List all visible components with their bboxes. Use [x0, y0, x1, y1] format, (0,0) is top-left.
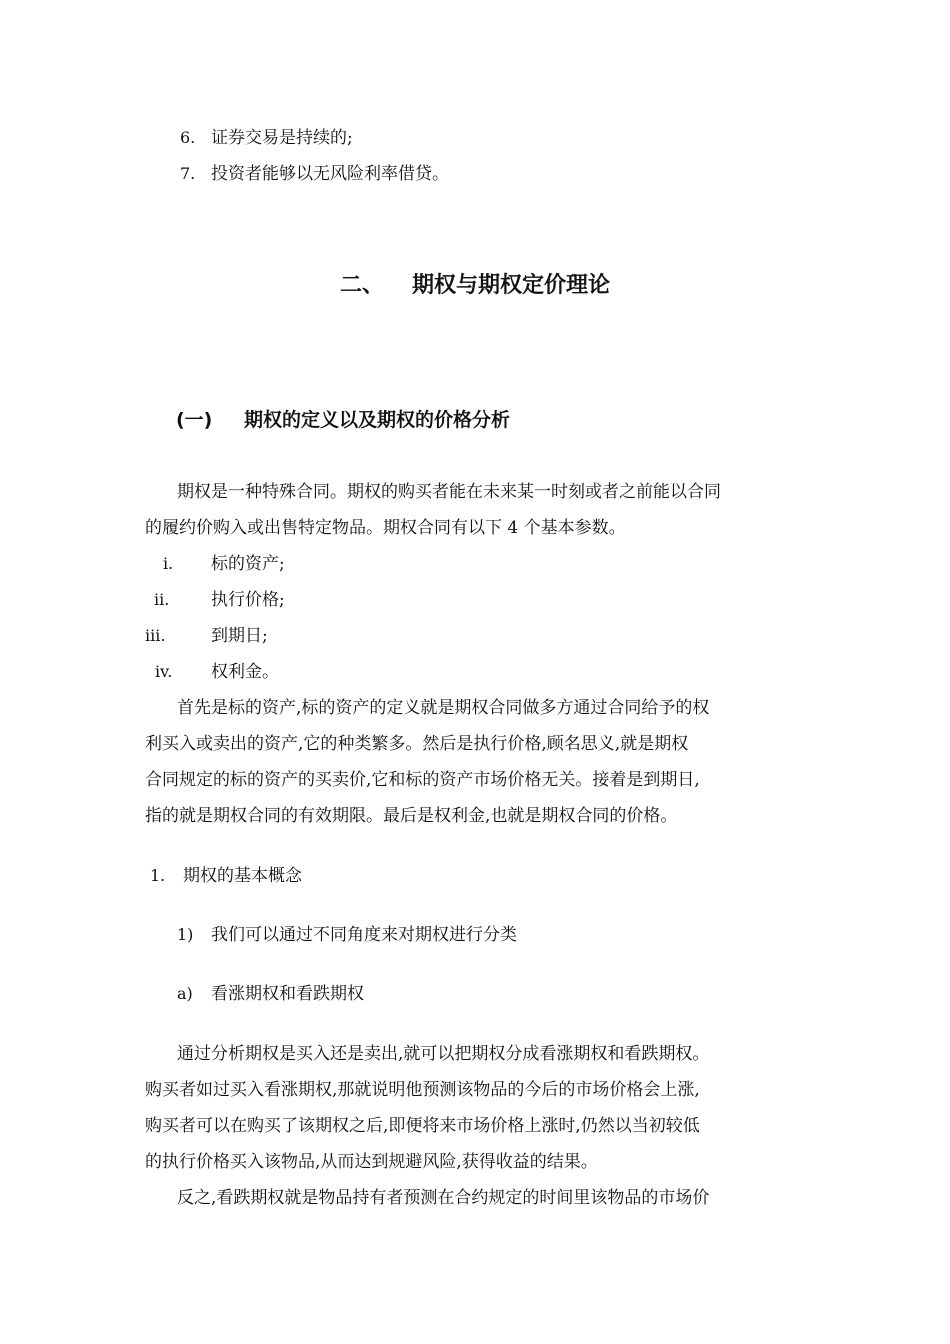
paragraph-line: 的履约价购入或出售特定物品。期权合同有以下 4 个基本参数。	[145, 518, 626, 538]
list-number: i.	[163, 554, 174, 573]
chapter-number: 二、	[339, 273, 384, 298]
section-number: (一)	[176, 409, 213, 431]
paragraph-line: 购买者如过买入看涨期权,那就说明他预测该物品的今后的市场价格会上涨,	[145, 1080, 700, 1100]
list-item: 投资者能够以无风险利率借贷。	[211, 164, 449, 184]
paragraph-line: 购买者可以在购买了该期权之后,即便将来市场价格上涨时,仍然以当初较低	[145, 1116, 700, 1136]
chapter-title: 期权与期权定价理论	[412, 273, 611, 298]
subheading-number: 1)	[177, 925, 194, 944]
list-number: 7.	[180, 164, 196, 183]
list-number: 6.	[180, 128, 196, 147]
paragraph-line: 指的就是期权合同的有效期限。最后是权利金,也就是期权合同的价格。	[145, 806, 678, 826]
subheading: 期权的基本概念	[183, 866, 302, 886]
paragraph-line: 的执行价格买入该物品,从而达到规避风险,获得收益的结果。	[145, 1152, 598, 1172]
list-number: iii.	[145, 626, 166, 645]
subheading: 看涨期权和看跌期权	[211, 984, 364, 1004]
paragraph-line: 合同规定的标的资产的买卖价,它和标的资产市场价格无关。接着是到期日,	[145, 770, 700, 790]
subheading-number: 1.	[150, 866, 166, 885]
subheading: 我们可以通过不同角度来对期权进行分类	[211, 925, 517, 945]
list-item: 证券交易是持续的;	[211, 128, 353, 148]
list-item: 执行价格;	[211, 590, 285, 610]
list-number: ii.	[154, 590, 170, 609]
section-title: 期权的定义以及期权的价格分析	[244, 409, 511, 431]
section-heading	[176, 407, 510, 433]
list-item: 标的资产;	[211, 554, 285, 574]
paragraph-line: 首先是标的资产,标的资产的定义就是期权合同做多方通过合同给予的权	[177, 698, 710, 718]
paragraph-line: 利买入或卖出的资产,它的种类繁多。然后是执行价格,顾名思义,就是期权	[145, 734, 689, 754]
subheading-number: a)	[177, 984, 193, 1003]
paragraph-line: 通过分析期权是买入还是卖出,就可以把期权分成看涨期权和看跌期权。	[177, 1044, 710, 1064]
paragraph-line: 反之,看跌期权就是物品持有者预测在合约规定的时间里该物品的市场价	[177, 1188, 710, 1208]
chapter-heading	[0, 271, 950, 301]
list-item: 到期日;	[211, 626, 268, 646]
list-number: iv.	[155, 662, 173, 681]
paragraph-line: 期权是一种特殊合同。期权的购买者能在未来某一时刻或者之前能以合同	[177, 482, 721, 502]
list-item: 权利金。	[211, 662, 279, 682]
